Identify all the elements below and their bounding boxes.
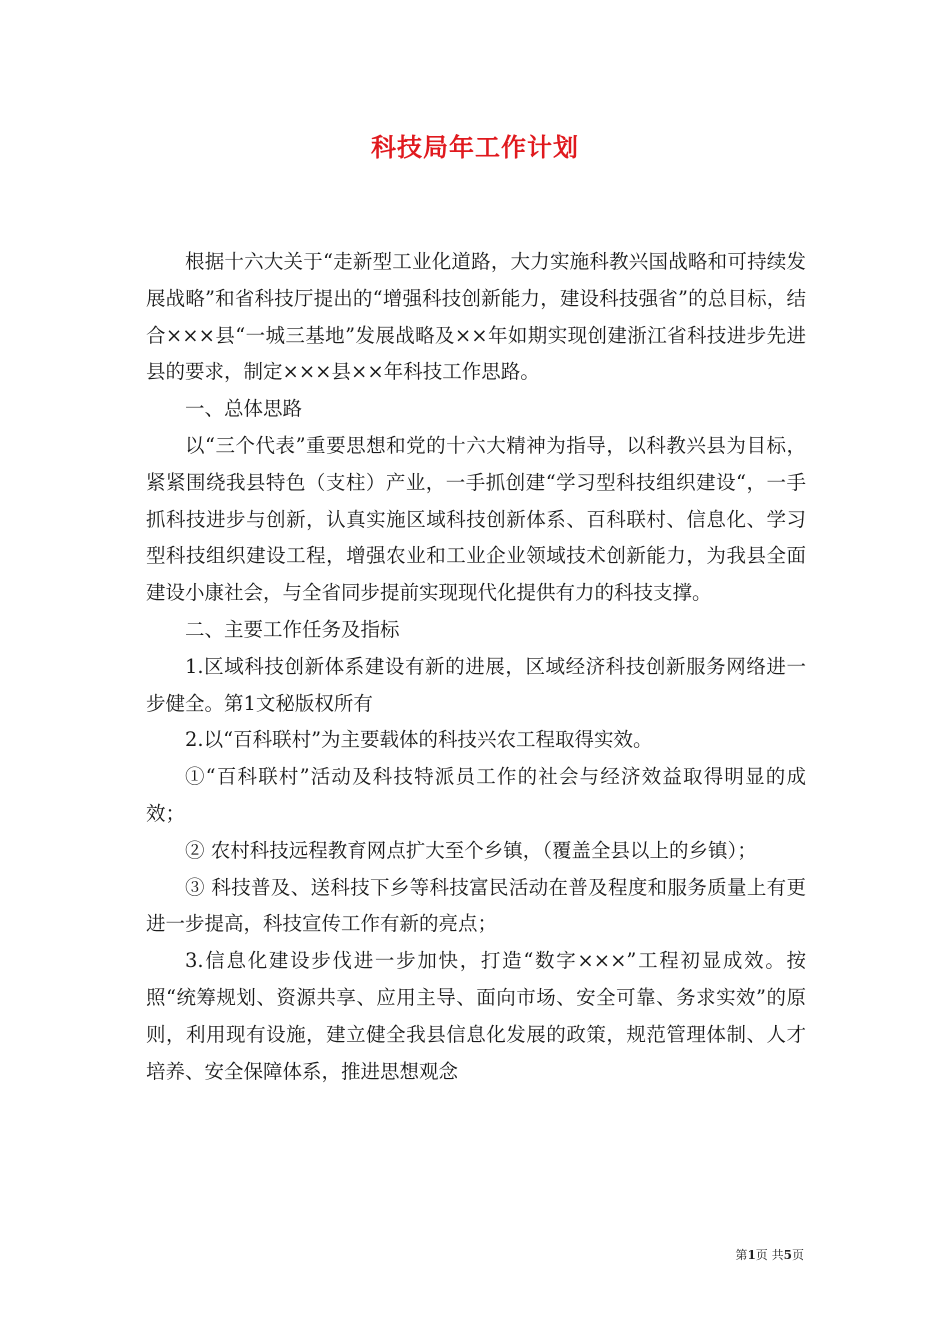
paragraph-task-2-item-2: ② 农村科技远程教育网点扩大至个乡镇，（覆盖全县以上的乡镇）； [185,838,757,862]
heading-main-tasks: 二、主要工作任务及指标 [185,617,400,641]
document-body [146,244,806,1090]
footer-middle: 页 共 [755,1248,784,1262]
paragraph-overall-approach: 以“三个代表”重要思想和党的十六大精神为指导，以科教兴县为目标，紧紧围绕我县特色（支柱）产业，一手抓创建“学习型科技组织建设“，一手抓科技进步与创新，认真实施区域科技创新体系、百科联村、信息化、学习型科技组织建设工程，增强农业和工业企业领域技术创新能力，为我县全面建设小康社会，与全省同步提前实现现代化提供有力的科技支撑。 [146,433,806,605]
heading-overall-approach: 一、总体思路 [185,397,303,421]
paragraph-task-2: 2.以“百科联村”为主要载体的科技兴农工程取得实效。 [185,728,653,752]
footer-total-pages: 5 [783,1248,792,1262]
paragraph-task-3: 3.信息化建设步伐进一步加快，打造“数字×××”工程初显成效。按照“统筹规划、资源共享、应用主导、面向市场、安全可靠、务求实效”的原则，利用现有设施，建立健全我县信息化发展的政策，规范管理体制、人才培养、安全保障体系，推进思想观念 [146,949,806,1083]
footer-current-page: 1 [747,1248,756,1262]
paragraph-intro: 根据十六大关于“走新型工业化道路，大力实施科教兴国战略和可持续发展战略”和省科技厅提出的“增强科技创新能力，建设科技强省”的总目标，结合×××县“一城三基地”发展战略及××年如期实现创建浙江省科技进步先进县的要求，制定×××县××年科技工作思路。 [146,250,806,384]
footer-suffix: 页 [791,1248,804,1262]
paragraph-task-2-item-3: ③ 科技普及、送科技下乡等科技富民活动在普及程度和服务质量上有更进一步提高，科技宣传工作有新的亮点； [146,875,806,936]
paragraph-task-2-item-1: ①“百科联村”活动及科技特派员工作的社会与经济效益取得明显的成效； [146,765,806,825]
footer-prefix: 第 [735,1248,748,1262]
document-title: 科技局年工作计划 [370,133,579,162]
paragraph-task-1: 1.区域科技创新体系建设有新的进展，区域经济科技创新服务网络进一步健全。第1文秘版权所有 [146,654,806,715]
page-number-footer [735,1246,804,1263]
